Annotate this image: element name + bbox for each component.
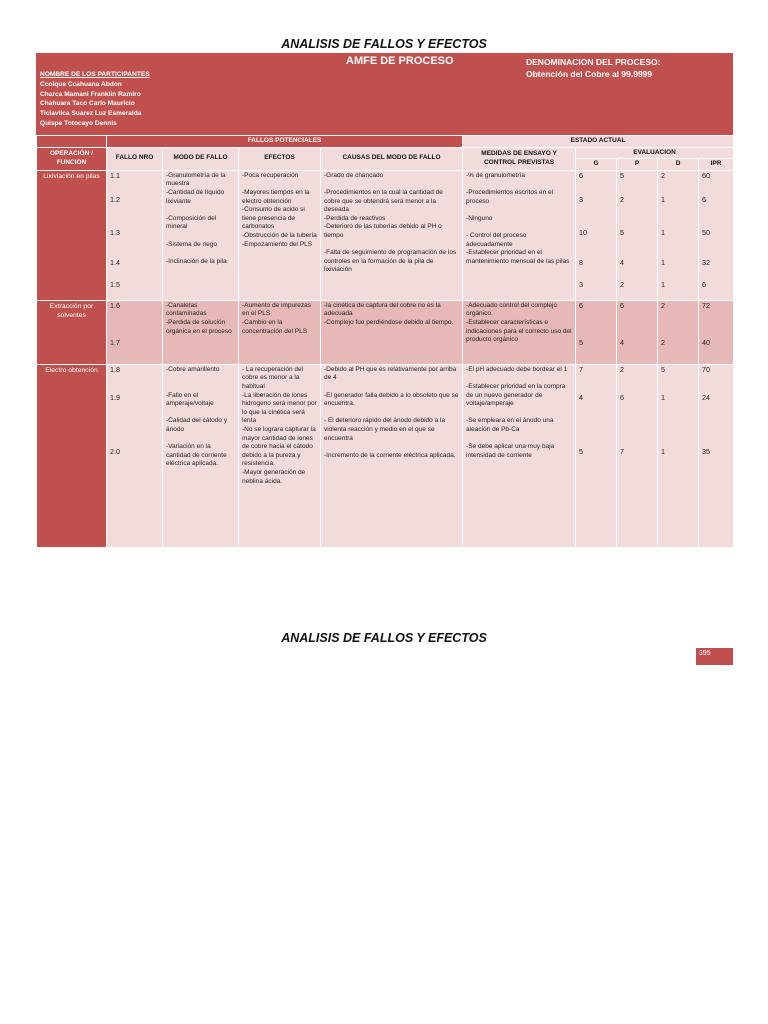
col-modo-de-fallo: MODO DE FALLO bbox=[163, 147, 239, 170]
participants-list bbox=[40, 70, 150, 129]
document-title: ANALISIS DE FALLOS Y EFECTOS bbox=[281, 37, 487, 51]
modo-de-fallo-cell bbox=[163, 300, 239, 364]
participant-name: Charca Mamani Franklin Ramiro bbox=[40, 90, 141, 98]
p-value: 6 bbox=[620, 300, 625, 310]
modo-de-fallo-text: -Cobre amarillento -Fallo en el amperaje/voltaje -Calidad del cátodo y ánodo -Variación en la cantidad de corriente eléctrica aplicada. bbox=[166, 365, 228, 468]
col-fallo-nro: FALLO NRO bbox=[107, 147, 163, 170]
fallo-nro: 2.0 bbox=[110, 446, 120, 456]
table-row bbox=[37, 170, 734, 300]
causas-cell bbox=[321, 300, 463, 364]
p-value: 2 bbox=[620, 364, 625, 374]
fallo-nro-cell bbox=[107, 170, 163, 300]
efectos-text: -Poca recuperación -Mayores tiempos en la electro obtención -Consumo de acido si tiene presencia de carbonatos -Obstrucción de la tubería -Empozamiento del PLS bbox=[242, 171, 317, 248]
p-cell bbox=[617, 300, 658, 364]
ipr-value: 6 bbox=[702, 194, 707, 204]
group-evaluacion: EVALUACION bbox=[576, 147, 734, 159]
g-value: 4 bbox=[579, 392, 584, 402]
ipr-value: 50 bbox=[702, 227, 711, 237]
ipr-cell bbox=[699, 170, 734, 300]
causas-cell bbox=[321, 364, 463, 547]
fallo-nro: 1.4 bbox=[110, 257, 120, 267]
g-cell bbox=[576, 170, 617, 300]
efectos-text: -Aumento de impurezas en el PLS -Cambio en la concentración del PLS bbox=[242, 301, 312, 335]
fallo-nro: 1.1 bbox=[110, 170, 120, 180]
col-operacion: OPERACIÓN / FUNCION bbox=[37, 147, 107, 170]
medidas-text: -Adecuado control del complejo orgánico. -Establecer características e indicaciones para el correcto uso del producto orgánico bbox=[466, 301, 572, 344]
col-d: D bbox=[658, 159, 699, 171]
operation-cell: Lixiviación en pilas bbox=[37, 170, 107, 300]
fallo-nro-cell bbox=[107, 364, 163, 547]
modo-de-fallo-text: -Granulometría de la muestra -Cantidad de líquido lixiviante -Composición del mineral -Sistema de riego -Inclinación de la pila bbox=[166, 171, 227, 265]
ipr-value: 32 bbox=[702, 257, 711, 267]
g-value: 3 bbox=[579, 279, 584, 289]
table-row bbox=[37, 300, 734, 364]
causas-text: -la cinética de captura del cobre no es la adecuada -Complejo fue perdiéndose debido al tiempo. bbox=[324, 301, 454, 326]
efectos-cell bbox=[239, 300, 321, 364]
medidas-text: -El pH adecuado debe bordear el 1 -Establecer prioridad en la compra de un nuevo generador de voltaje/amperaje -Se empleara en el ánodo una aleación de Pb-Ca -Se debe aplicar una muy baja intensidad de corriente bbox=[466, 365, 568, 459]
causas-cell bbox=[321, 170, 463, 300]
d-value: 2 bbox=[661, 170, 666, 180]
fallo-nro: 1.9 bbox=[110, 392, 120, 402]
participants-header: NOMBRE DE LOS PARTICIPANTES bbox=[40, 71, 150, 78]
d-value: 1 bbox=[661, 446, 666, 456]
col-medidas: MEDIDAS DE ENSAYO Y CONTROL PREVISTAS bbox=[463, 147, 576, 170]
fallo-nro-cell bbox=[107, 300, 163, 364]
modo-de-fallo-text: -Canaletas contaminadas -Perdida de solución orgánica en el proceso bbox=[166, 301, 232, 335]
ipr-value: 35 bbox=[702, 446, 711, 456]
causas-text: -Debido al PH que es relativamente por arriba de 4 -El generador falla debido a lo obsoleto que se encuentra. - El deterioro rápido del ánodo debido a la violenta reacción y medio en el que se encuentra -Incremento de la corriente eléctrica aplicada. bbox=[324, 365, 459, 459]
efectos-cell bbox=[239, 170, 321, 300]
denomination-value: Obtención del Cobre al 99.9999 bbox=[526, 69, 653, 79]
g-cell bbox=[576, 364, 617, 547]
header-box bbox=[36, 53, 733, 135]
amfe-table bbox=[36, 135, 734, 548]
p-value: 4 bbox=[620, 337, 625, 347]
p-value: 2 bbox=[620, 194, 625, 204]
fallo-nro: 1.3 bbox=[110, 227, 120, 237]
modo-de-fallo-cell bbox=[163, 170, 239, 300]
g-value: 8 bbox=[579, 257, 584, 267]
process-denomination bbox=[526, 56, 660, 80]
g-value: 6 bbox=[579, 170, 584, 180]
d-cell bbox=[658, 364, 699, 547]
participant-name: Ccolque Ccahuana Abdon bbox=[40, 80, 122, 88]
p-value: 5 bbox=[620, 227, 625, 237]
ipr-value: 40 bbox=[702, 337, 711, 347]
d-value: 1 bbox=[661, 194, 666, 204]
g-value: 6 bbox=[579, 300, 584, 310]
amfe-title: AMFE DE PROCESO bbox=[346, 55, 454, 67]
efectos-cell bbox=[239, 364, 321, 547]
p-cell bbox=[617, 364, 658, 547]
operation-cell: Extracción por solventes bbox=[37, 300, 107, 364]
medidas-text: -% de granulometría -Procedimientos escritos en el proceso -Ninguno - Control del proceso adecuadamente -Establecer prioridad en el mantenimiento mensual de las pilas bbox=[466, 171, 570, 265]
d-value: 1 bbox=[661, 392, 666, 402]
fallo-nro: 1.2 bbox=[110, 194, 120, 204]
ipr-cell bbox=[699, 364, 734, 547]
medidas-cell bbox=[463, 170, 576, 300]
p-cell bbox=[617, 170, 658, 300]
participant-name: Ticlavilca Suarez Luz Esmeralda bbox=[40, 110, 142, 118]
efectos-text: - La recuperación del cobre es menor a la habitual -La liberación de iones hidrogeno será menor por lo que la cinética será lenta -No se lograra capturar la mayor cantidad de iones de cobre hacia el cátodo debido a la pureza y resistencia. -Mayor generación de neblina ácida. bbox=[242, 365, 317, 485]
ipr-value: 60 bbox=[702, 170, 711, 180]
g-value: 5 bbox=[579, 337, 584, 347]
col-ipr: IPR bbox=[699, 159, 734, 171]
ipr-cell bbox=[699, 300, 734, 364]
p-value: 7 bbox=[620, 446, 625, 456]
g-value: 5 bbox=[579, 446, 584, 456]
g-value: 10 bbox=[579, 227, 588, 237]
denomination-label: DENOMINACION DEL PROCESO: bbox=[526, 57, 661, 67]
ipr-value: 6 bbox=[702, 279, 707, 289]
group-estado-actual: ESTADO ACTUAL bbox=[463, 136, 734, 148]
group-fallos-potenciales: FALLOS POTENCIALES bbox=[107, 136, 463, 148]
p-value: 2 bbox=[620, 279, 625, 289]
modo-de-fallo-cell bbox=[163, 364, 239, 547]
col-causas: CAUSAS DEL MODO DE FALLO bbox=[321, 147, 463, 170]
fallo-nro: 1.6 bbox=[110, 300, 120, 310]
d-value: 5 bbox=[661, 364, 666, 374]
document-title-repeat: ANALISIS DE FALLOS Y EFECTOS bbox=[281, 631, 487, 645]
g-cell bbox=[576, 300, 617, 364]
fallo-nro: 1.7 bbox=[110, 337, 120, 347]
d-value: 1 bbox=[661, 279, 666, 289]
p-value: 4 bbox=[620, 257, 625, 267]
col-efectos: EFECTOS bbox=[239, 147, 321, 170]
d-value: 1 bbox=[661, 257, 666, 267]
fallo-nro: 1.5 bbox=[110, 279, 120, 289]
g-value: 3 bbox=[579, 194, 584, 204]
ipr-value: 72 bbox=[702, 300, 711, 310]
medidas-cell bbox=[463, 300, 576, 364]
d-cell bbox=[658, 170, 699, 300]
page-number-badge: 395 bbox=[696, 648, 733, 665]
ipr-value: 24 bbox=[702, 392, 711, 402]
d-value: 1 bbox=[661, 227, 666, 237]
col-g: G bbox=[576, 159, 617, 171]
d-cell bbox=[658, 300, 699, 364]
col-p: P bbox=[617, 159, 658, 171]
p-value: 6 bbox=[620, 392, 625, 402]
p-value: 5 bbox=[620, 170, 625, 180]
operation-cell: Electro obtención bbox=[37, 364, 107, 547]
medidas-cell bbox=[463, 364, 576, 547]
ipr-value: 70 bbox=[702, 364, 711, 374]
g-value: 7 bbox=[579, 364, 584, 374]
header-spacer bbox=[37, 136, 107, 148]
d-value: 2 bbox=[661, 300, 666, 310]
fallo-nro: 1.8 bbox=[110, 364, 120, 374]
participant-name: Chahuara Taco Carlo Mauricio bbox=[40, 100, 135, 108]
causas-text: -Grado de chancado -Procedimientos en la cual la cantidad de cobre que se obtendrá será menor a la deseada -Perdida de reactivos -Deterioro de las tuberías debido al PH o tiempo -Falta de seguimiento de programación de los controles en la formación de la pila de lixiviación bbox=[324, 171, 457, 274]
d-value: 2 bbox=[661, 337, 666, 347]
table-row bbox=[37, 364, 734, 547]
participant-name: Quispe Totocayo Dennis bbox=[40, 119, 117, 127]
